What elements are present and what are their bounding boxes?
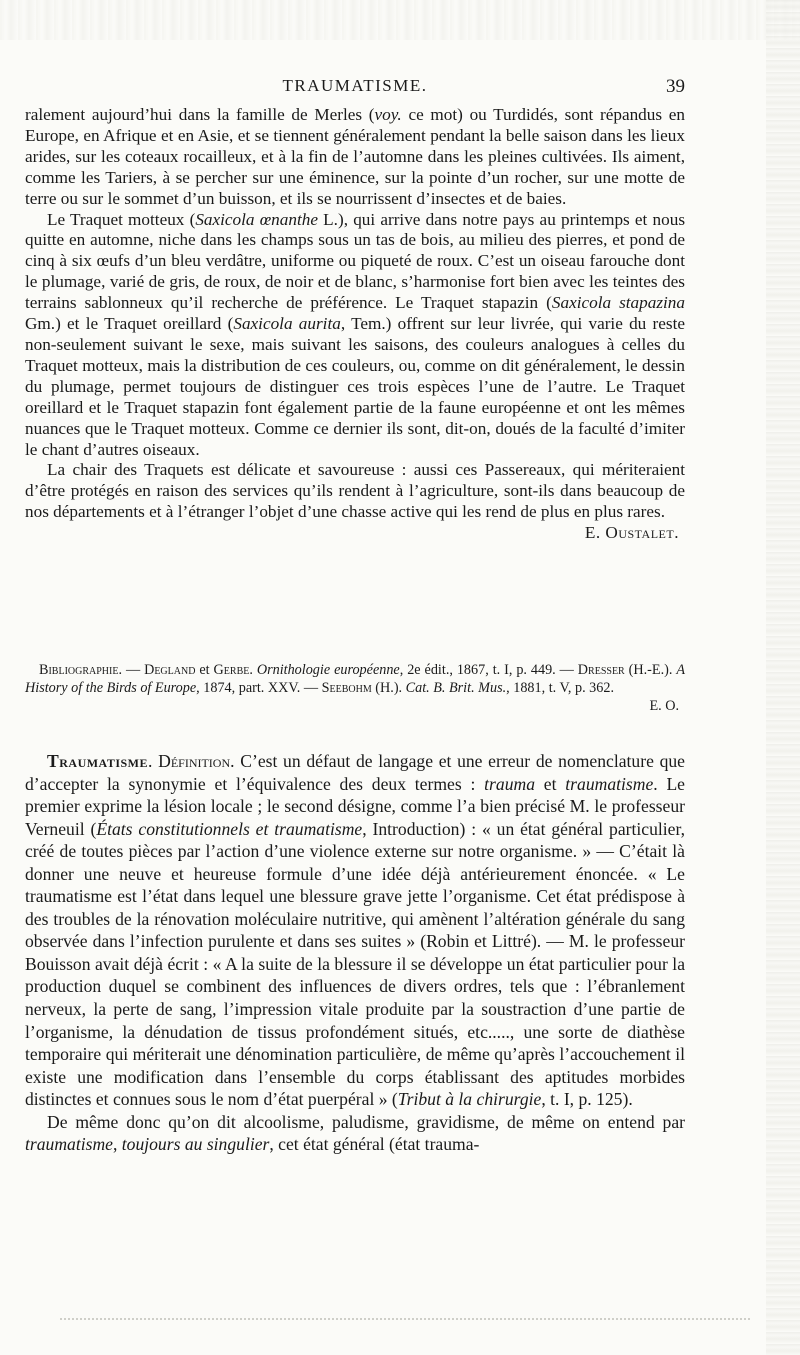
text-run: , 2e édit., 1867, t. I, p. 449. — <box>399 662 578 678</box>
italic-text: traumatisme <box>565 773 654 794</box>
italic-text: Saxicola œnanthe <box>195 209 318 229</box>
text-run: (H.). <box>371 680 406 696</box>
text-run: La chair des Traquets est délicate et savoureuse : aussi ces Passereaux, qui mériteraient d’être protégés en raison des services qu’ils rendent à l’agriculture, sont-ils dans beaucoup de nos départements et à l’étranger l’objet d’une chasse active qui les rend de plus en plus rares. <box>25 460 685 522</box>
italic-text: Saxicola aurita <box>233 314 341 334</box>
small-caps-text: Gerbe <box>213 662 250 678</box>
text-run: Le Traquet motteux ( <box>47 209 196 229</box>
text-run: , 1881, t. V, p. 362. <box>506 680 615 696</box>
author-signature: E. Oustalet. <box>584 523 679 543</box>
text-run: , cet état général (état trauma- <box>269 1134 480 1155</box>
text-run: — <box>122 662 145 678</box>
text-run: L.), qui arrive dans notre pays au printemps et nous quitte en automne, niche dans les champs sous un tas de bois, au milieu des pierres, et pond de cinq à six œufs d’un bleu verdâtre, uniforme ou piqueté de roux. C’est un oiseau farouche dont le plumage, varié de gris, de roux, de noir et de blanc, s’harmonise fort bien avec les teintes des terrains sablonneux qu’il recherche de préférence. Le Traquet stapazin ( <box>25 209 686 313</box>
article-paragraph <box>25 1111 685 1156</box>
text-run: , Introduction) : « un état général particulier, créé de toutes pièces par l’action d’une violence externe sur notre organisme. » — C’était là donner une neuve et heureuse formule d’une idée déjà antérieurement énoncée. « Le traumatisme est l’état dans lequel une blessure grave jette l’organisme. Cet état prédispose à des troubles de la rénovation moléculaire nutritive, qui amènent l’altération générale du sang observée dans l’infection purulente et dans ses suites » (Robin et Littré). — M. le professeur Bouisson avait déjà écrit : « A la suite de la blessure il se développe un état particulier pour la production duquel se combinent des influences de divers ordres, tels que : l’ébranlement nerveux, la perte de sang, l’impression vitale produite par la soustraction d’une partie de l’organisme, la dénudation de tissus profondément situés, etc....., une sorte de diathèse temporaire qui mériterait une dénomination particulière, de même qu’après l’accouchement il existe une modification dans l’ensemble du corps établissant des aptitudes morbides distinctes et connues sous le nom d’état puerpéral » ( <box>25 818 686 1110</box>
italic-text: traumatisme <box>25 1134 113 1155</box>
small-caps-text: Seebohm <box>321 680 372 696</box>
page-header <box>25 76 685 100</box>
text-run: Gm.) et le Traquet oreillard ( <box>25 314 234 334</box>
scan-right-edge <box>766 0 800 1355</box>
small-caps-text: Degland <box>144 662 196 678</box>
article-paragraph-text <box>25 751 685 1109</box>
traquet-paragraph <box>25 105 685 210</box>
text-run: , 1874, part. XXV. — <box>196 680 322 696</box>
text-run: et <box>195 662 214 678</box>
traumatisme-article <box>25 750 685 1156</box>
traquet-section <box>25 105 685 544</box>
page-number: 39 <box>666 76 685 97</box>
bibliography <box>25 661 685 715</box>
text-run: . <box>148 751 159 771</box>
traquet-paragraph <box>25 460 685 523</box>
text-run: , Tem.) offrent sur leur livrée, qui varie du reste non-seulement suivant le sexe, mais suivant les saisons, des couleurs analogues à celles du Traquet motteux, mais la distribution de ces couleurs, ou, comme on dit généralement, le dessin du plumage, permet toujours de distinguer ces trois espèces l’une de l’autre. Le Traquet oreillard et le Traquet stapazin font également partie de la faune européenne et ont les mêmes nuances que le Traquet motteux. Comme ce dernier ils sont, dit-on, doués de la faculté d’imiter le chant d’autres oiseaux. <box>25 314 685 459</box>
text-run: , <box>112 1134 122 1155</box>
italic-text: A History of the Birds of Europe <box>25 662 686 696</box>
italic-text: trauma <box>484 773 535 794</box>
small-caps-text: Bibliographie. <box>39 662 123 678</box>
italic-text: États constitutionnels et traumatisme <box>96 818 363 839</box>
running-head: TRAUMATISME. <box>282 76 428 95</box>
bibliography-text <box>25 661 685 697</box>
text-run: (H.-E.). <box>624 662 677 678</box>
italic-text: voy. <box>374 105 402 124</box>
text-run: ce mot) ou Turdidés, sont répandus en Europe, en Afrique et en Asie, et se tiennent généralement pendant la belle saison dans les lieux arides, sur les coteaux rocailleux, et à la fin de l’automne dans les pleines cultivées. Ils aiment, comme les Tariers, à se percher sur une éminence, sur la pointe d’un rocher, sur une motte de terre ou sur le sommet d’un buisson, et ils se nourrissent d’insectes et de baies. <box>25 105 685 208</box>
text-run: . <box>249 662 257 678</box>
scan-top-margin <box>0 0 800 40</box>
text-run: . C’est un défaut de langage et une erreur de nomenclature que d’accepter la synonymie et l’équivalence des deux termes : <box>25 751 685 794</box>
bibliography-signature: E. O. <box>649 698 679 714</box>
text-run: et <box>535 773 566 794</box>
traquet-paragraph <box>25 210 685 461</box>
small-caps-text: Définition <box>158 751 231 771</box>
italic-text: Ornithologie européenne <box>256 662 400 678</box>
text-run: ralement aujourd’hui dans la famille de Merles ( <box>25 105 375 124</box>
text-run: , t. I, p. 125). <box>541 1089 633 1110</box>
text-run: De même donc qu’on dit alcoolisme, paludisme, gravidisme, de même on entend par <box>47 1111 685 1132</box>
italic-text: Saxicola stapazina <box>551 293 685 313</box>
article-headword: Traumatisme <box>47 751 149 771</box>
text-run: . Le premier exprime la lésion locale ; le second désigne, comme l’a bien précisé M. le professeur Verneuil ( <box>25 773 685 839</box>
small-caps-text: Dresser <box>577 662 625 678</box>
italic-text: toujours au singulier <box>121 1134 270 1155</box>
article-paragraph <box>25 750 685 1111</box>
scan-bottom-rule <box>60 1318 750 1320</box>
italic-text: Cat. B. Brit. Mus. <box>405 680 507 696</box>
italic-text: Tribut à la chirurgie <box>397 1089 542 1110</box>
